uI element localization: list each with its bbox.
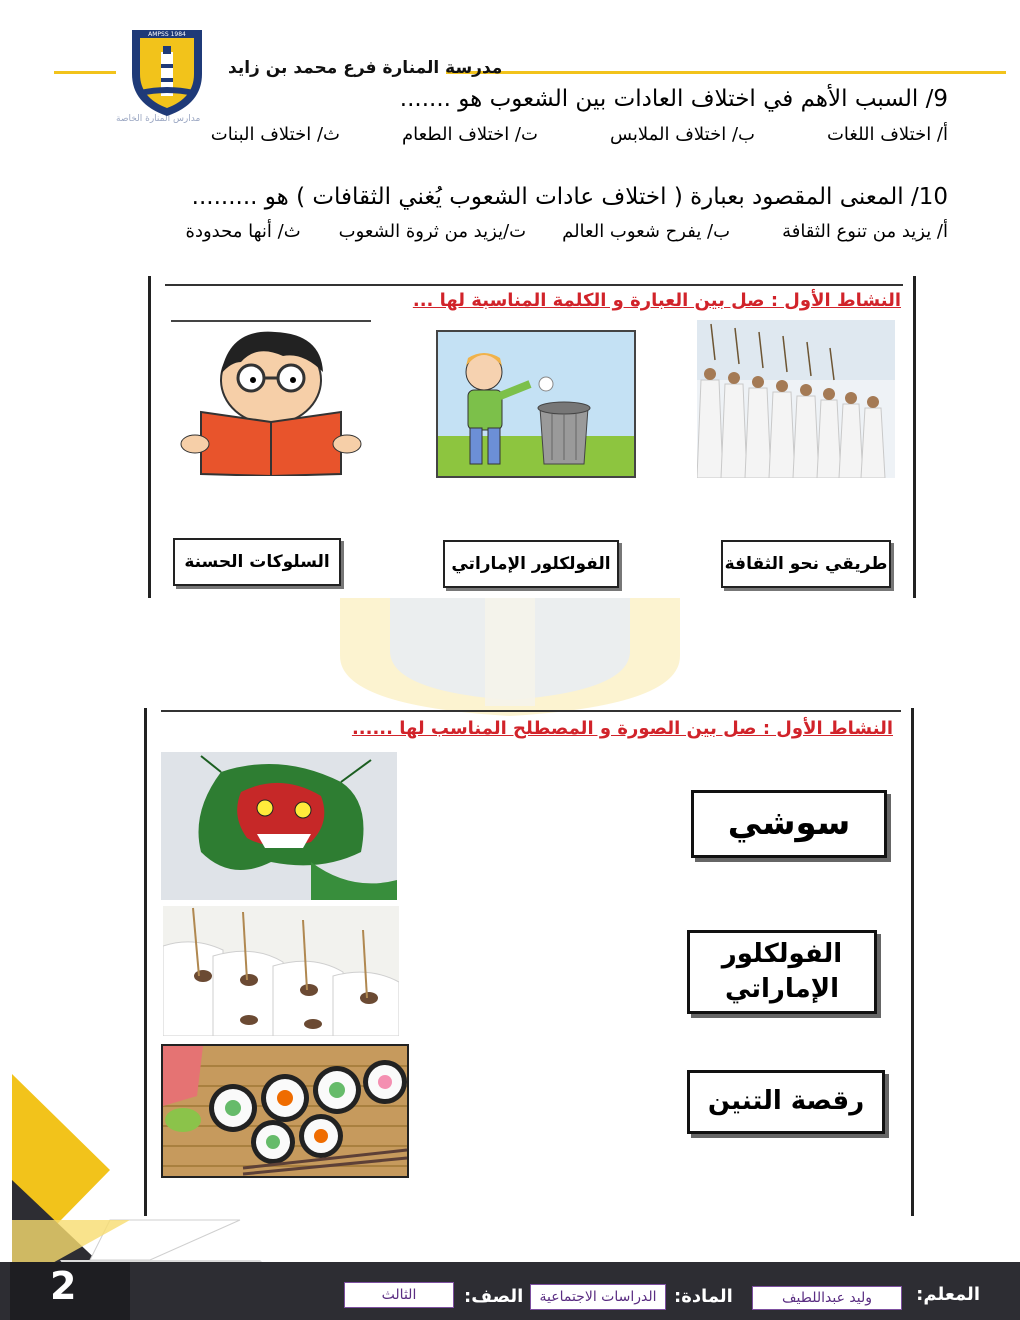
q9-option-b[interactable]: ب/ اختلاف الملابس [609, 124, 755, 145]
image-emirati-folklore[interactable] [163, 906, 399, 1036]
label-emirati-folklore[interactable]: الفولكلور الإماراتي [443, 540, 619, 588]
grade-field[interactable]: الثالث [344, 1282, 454, 1308]
image-boy-trash-bin[interactable] [436, 330, 636, 478]
school-name: مدرسة المنارة فرع محمد بن زايد [228, 58, 503, 78]
activity-1-panel [148, 276, 916, 598]
emirati-folklore-illustration [163, 906, 399, 1036]
image-boy-reading-book[interactable] [171, 320, 371, 476]
watermark-logo [300, 596, 720, 716]
activity-2-top-rule [161, 710, 901, 712]
dragon-illustration [161, 752, 397, 900]
q10-option-th[interactable]: ث/ أنها محدودة [185, 221, 301, 242]
question-9-options [211, 124, 948, 145]
subject-label: المادة: [674, 1286, 733, 1307]
label-sushi[interactable]: سوشي [691, 790, 887, 858]
activity-1-title: النشاط الأول : صل بين العبارة و الكلمة المناسبة لها ... [412, 290, 901, 311]
label-dragon-dance[interactable]: رقصة التنين [687, 1070, 885, 1134]
question-10-options [186, 221, 948, 242]
q9-option-t[interactable]: ت/ اختلاف الطعام [401, 124, 538, 145]
boy-trash-illustration [438, 332, 634, 476]
boy-reading-illustration [171, 322, 371, 476]
subject-field[interactable]: الدراسات الاجتماعية [530, 1284, 666, 1310]
q10-option-a[interactable]: أ/ يزيد من تنوع الثقافة [782, 221, 948, 242]
teacher-name-field[interactable]: وليد عبداللطيف [752, 1286, 902, 1310]
label-good-behaviors[interactable]: السلوكات الحسنة [173, 538, 341, 586]
page-number: 2 [50, 1264, 77, 1308]
school-logo [128, 24, 206, 120]
q9-option-th[interactable]: ث/ اختلاف البنات [210, 124, 340, 145]
q10-option-t[interactable]: ت/يزيد من ثروة الشعوب [338, 221, 527, 242]
logo-text: AMPSS 1984 [148, 31, 186, 38]
grade-label: الصف: [464, 1286, 524, 1307]
image-emirati-folk-dance[interactable] [697, 320, 895, 478]
teacher-label: المعلم: [916, 1284, 980, 1305]
label-way-to-culture[interactable]: طريقي نحو الثقافة [721, 540, 891, 588]
label-emirati-folklore-2[interactable]: الفولكلور الإماراتي [687, 930, 877, 1014]
question-10-title: 10/ المعنى المقصود بعبارة ( اختلاف عادات الشعوب يُغني الثقافات ) هو ......... [191, 184, 948, 210]
activity-2-title: النشاط الأول : صل بين الصورة و المصطلح المناسب لها ...... [351, 718, 893, 739]
image-dragon-dance[interactable] [161, 752, 397, 900]
header-rule-left [54, 71, 116, 74]
question-9-title: 9/ السبب الأهم في اختلاف العادات بين الشعوب هو ....... [399, 86, 948, 112]
logo-caption: مدارس المنارة الخاصة [116, 114, 201, 124]
header-rule-right [446, 71, 1006, 74]
activity-1-top-rule [165, 284, 903, 286]
folk-dance-illustration [697, 320, 895, 478]
q10-option-b[interactable]: ب/ يفرح شعوب العالم [562, 221, 731, 242]
q9-option-a[interactable]: أ/ اختلاف اللغات [826, 124, 948, 145]
